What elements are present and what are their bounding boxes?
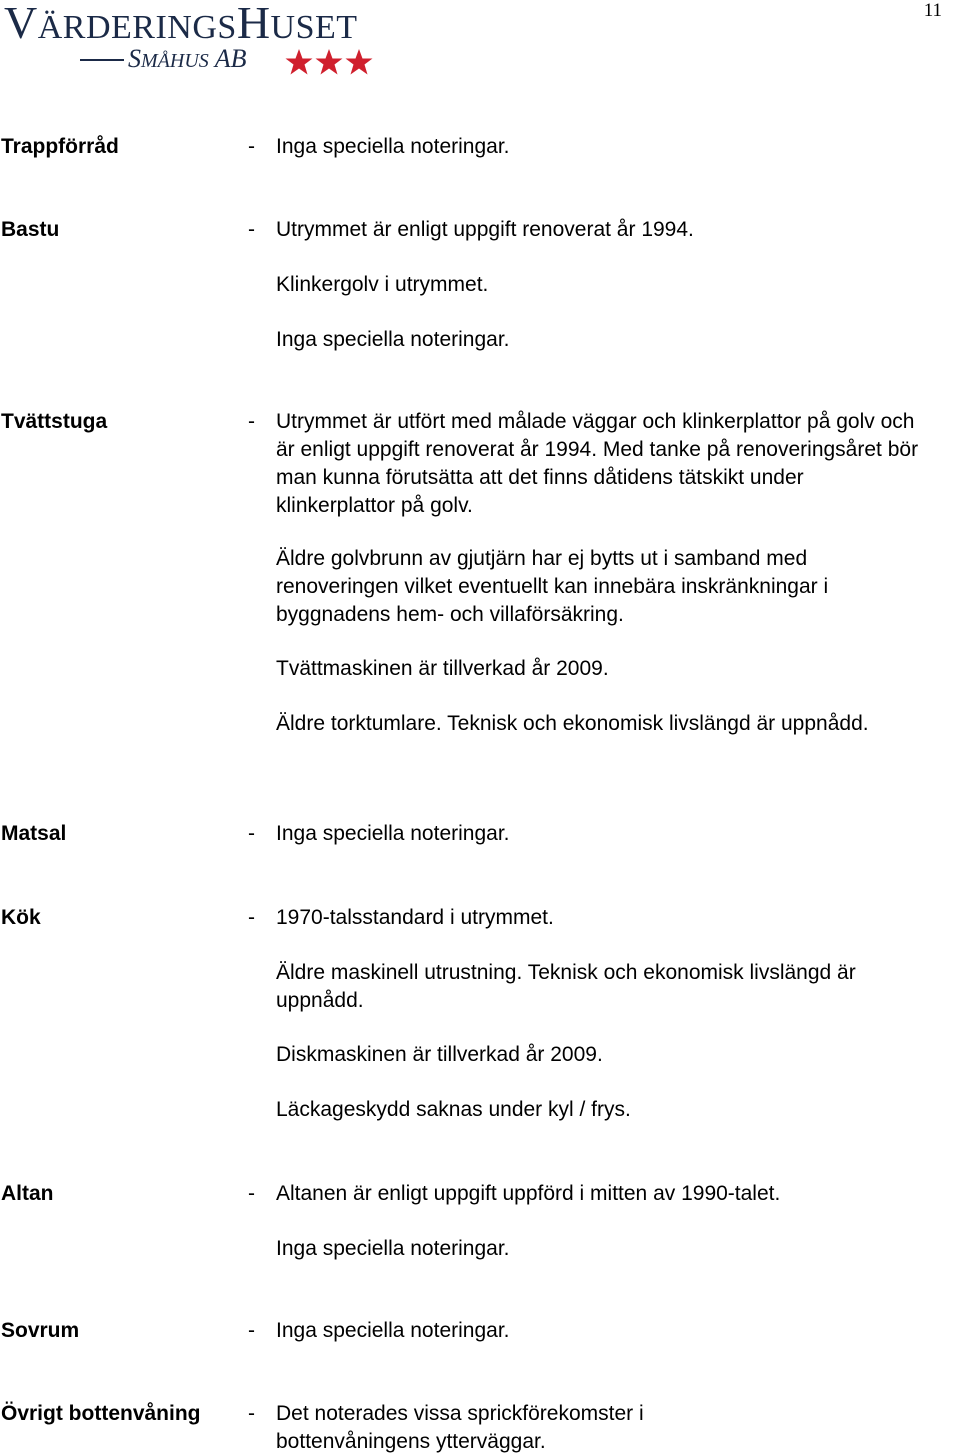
logo-rule (80, 59, 124, 61)
section-label: Övrigt bottenvåning (1, 1402, 201, 1425)
section-dash: - (248, 1402, 255, 1425)
section-dash: - (248, 906, 255, 929)
section-dash: - (248, 410, 255, 433)
section-dash: - (248, 135, 255, 158)
section-paragraph: Utrymmet är enligt uppgift renoverat år 1994. (276, 218, 694, 241)
star-icon (346, 49, 373, 75)
section-dash: - (248, 1319, 255, 1342)
star-icon (286, 49, 313, 75)
section-label: Tvättstuga (1, 410, 108, 433)
section-paragraph: Klinkergolv i utrymmet. (276, 273, 489, 296)
section-paragraph: Utrymmet är utfört med målade väggar och klinkerplattor på golv och är enligt uppgift renoverat år 1994. Med tanke på renoveringsåret bör man kunna förutsätta att det finns dåtidens tätskikt under klinkerplattor på golv. (276, 410, 919, 517)
section-paragraph: Läckageskydd saknas under kyl / frys. (276, 1098, 631, 1121)
section-label: Matsal (1, 822, 67, 845)
section-label: Sovrum (1, 1319, 80, 1342)
section-paragraph: Inga speciella noteringar. (276, 1237, 510, 1260)
section-paragraph: Inga speciella noteringar. (276, 328, 510, 351)
section-paragraph: Äldre golvbrunn av gjutjärn har ej bytts ut i samband med renoveringen vilket eventuellt kan innebära inskränkningar i byggnadens hem- och villaförsäkring. (276, 547, 829, 626)
section-paragraph: Det noterades vissa sprickförekomster i bottenvåningens ytterväggar. (276, 1402, 644, 1453)
logo-brand-name: VÄRDERINGSHUSET (4, 0, 358, 48)
section-paragraph: Inga speciella noteringar. (276, 135, 510, 158)
section-label: Altan (1, 1182, 54, 1205)
section-label: Bastu (1, 218, 60, 241)
section-paragraph: Inga speciella noteringar. (276, 1319, 510, 1342)
page-number: 11 (923, 0, 942, 21)
section-paragraph: Inga speciella noteringar. (276, 822, 510, 845)
section-paragraph: Äldre maskinell utrustning. Teknisk och ekonomisk livslängd är uppnådd. (276, 961, 856, 1012)
logo-stars-icon (285, 47, 375, 79)
section-dash: - (248, 1182, 255, 1205)
section-paragraph: Äldre torktumlare. Teknisk och ekonomisk livslängd är uppnådd. (276, 712, 869, 735)
section-paragraph: Altanen är enligt uppgift uppförd i mitten av 1990-talet. (276, 1182, 781, 1205)
star-icon (316, 49, 343, 75)
section-label: Kök (1, 906, 41, 929)
section-label: Trappförråd (1, 135, 119, 158)
section-dash: - (248, 218, 255, 241)
section-paragraph: 1970-talsstandard i utrymmet. (276, 906, 554, 929)
section-paragraph: Diskmaskinen är tillverkad år 2009. (276, 1043, 603, 1066)
section-paragraph: Tvättmaskinen är tillverkad år 2009. (276, 657, 609, 680)
section-dash: - (248, 822, 255, 845)
logo-subtitle: SMÅHUS AB (128, 44, 247, 73)
company-logo (0, 0, 380, 90)
